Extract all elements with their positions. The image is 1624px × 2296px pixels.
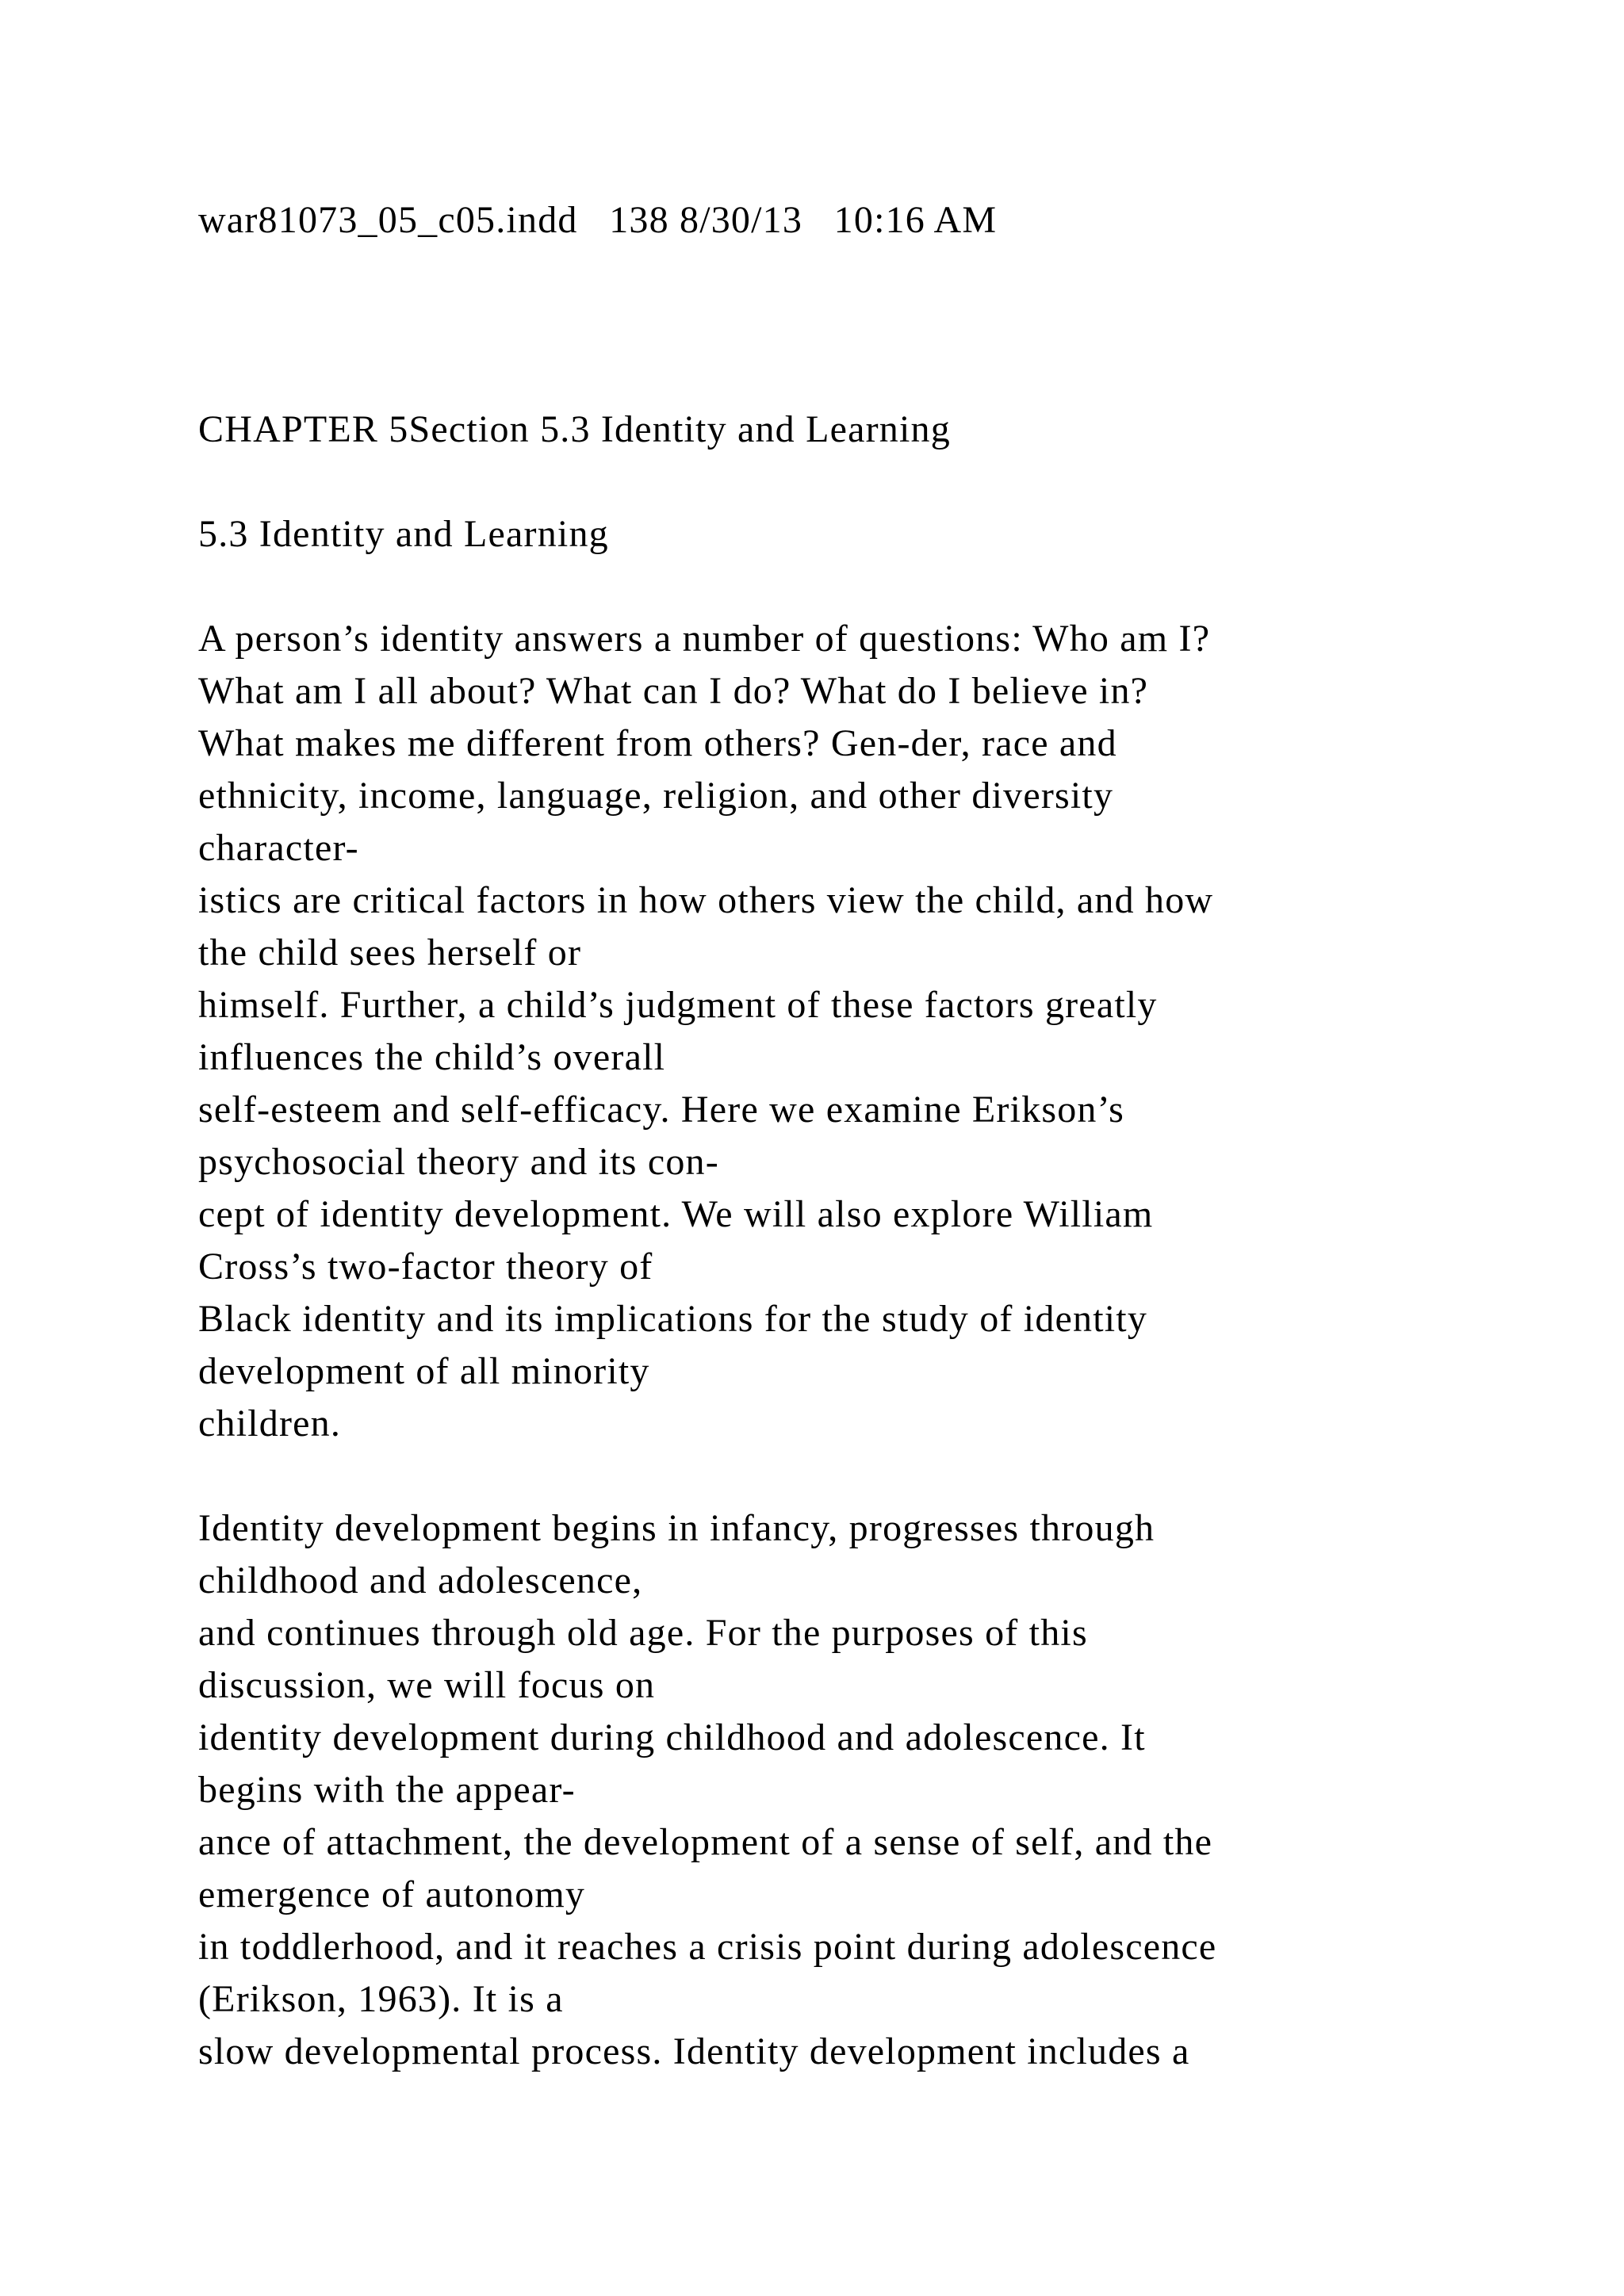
paragraph-line: influences the child’s overall: [198, 1036, 666, 1078]
paragraph-line: development of all minority: [198, 1350, 650, 1392]
paragraph-line: begins with the appear-: [198, 1769, 576, 1811]
paragraph-line: identity development during childhood and adolescence. It: [198, 1716, 1146, 1758]
paragraph-line: istics are critical factors in how others view the child, and how: [198, 879, 1214, 921]
paragraph-line: childhood and adolescence,: [198, 1559, 643, 1601]
paragraph-line: psychosocial theory and its con-: [198, 1141, 719, 1183]
paragraph-line: cept of identity development. We will also explore William: [198, 1193, 1154, 1235]
paragraph-line: emergence of autonomy: [198, 1873, 586, 1915]
paragraph-line: discussion, we will focus on: [198, 1664, 656, 1706]
paragraph-line: ance of attachment, the development of a sense of self, and the: [198, 1821, 1213, 1863]
paragraph-line: What makes me different from others? Gen-der, race and: [198, 722, 1117, 764]
paragraph-line: What am I all about? What can I do? What do I believe in?: [198, 670, 1149, 712]
section-title: 5.3 Identity and Learning: [198, 513, 609, 555]
paragraph-line: himself. Further, a child’s judgment of these factors greatly: [198, 984, 1158, 1026]
paragraph-line: in toddlerhood, and it reaches a crisis point during adolescence: [198, 1926, 1217, 1968]
running-head: CHAPTER 5Section 5.3 Identity and Learning: [198, 408, 951, 450]
paragraph-line: the child sees herself or: [198, 932, 582, 974]
paragraph-line: Cross’s two-factor theory of: [198, 1246, 653, 1288]
paragraph-line: and continues through old age. For the purposes of this: [198, 1612, 1088, 1654]
paragraph-line: Identity development begins in infancy, progresses through: [198, 1507, 1155, 1549]
paragraph-line: self-esteem and self-efficacy. Here we examine Erikson’s: [198, 1089, 1125, 1131]
paragraph-line: A person’s identity answers a number of questions: Who am I?: [198, 618, 1211, 660]
paragraph-line: Black identity and its implications for the study of identity: [198, 1298, 1148, 1340]
paragraph-line: (Erikson, 1963). It is a: [198, 1978, 564, 2020]
paragraph-line: children.: [198, 1402, 342, 1445]
paragraph-line: character-: [198, 827, 359, 869]
paragraph-line: slow developmental process. Identity development includes a: [198, 2030, 1190, 2072]
paragraph-line: ethnicity, income, language, religion, and other diversity: [198, 775, 1114, 817]
file-slug: war81073_05_c05.indd 138 8/30/13 10:16 AM: [198, 199, 998, 241]
